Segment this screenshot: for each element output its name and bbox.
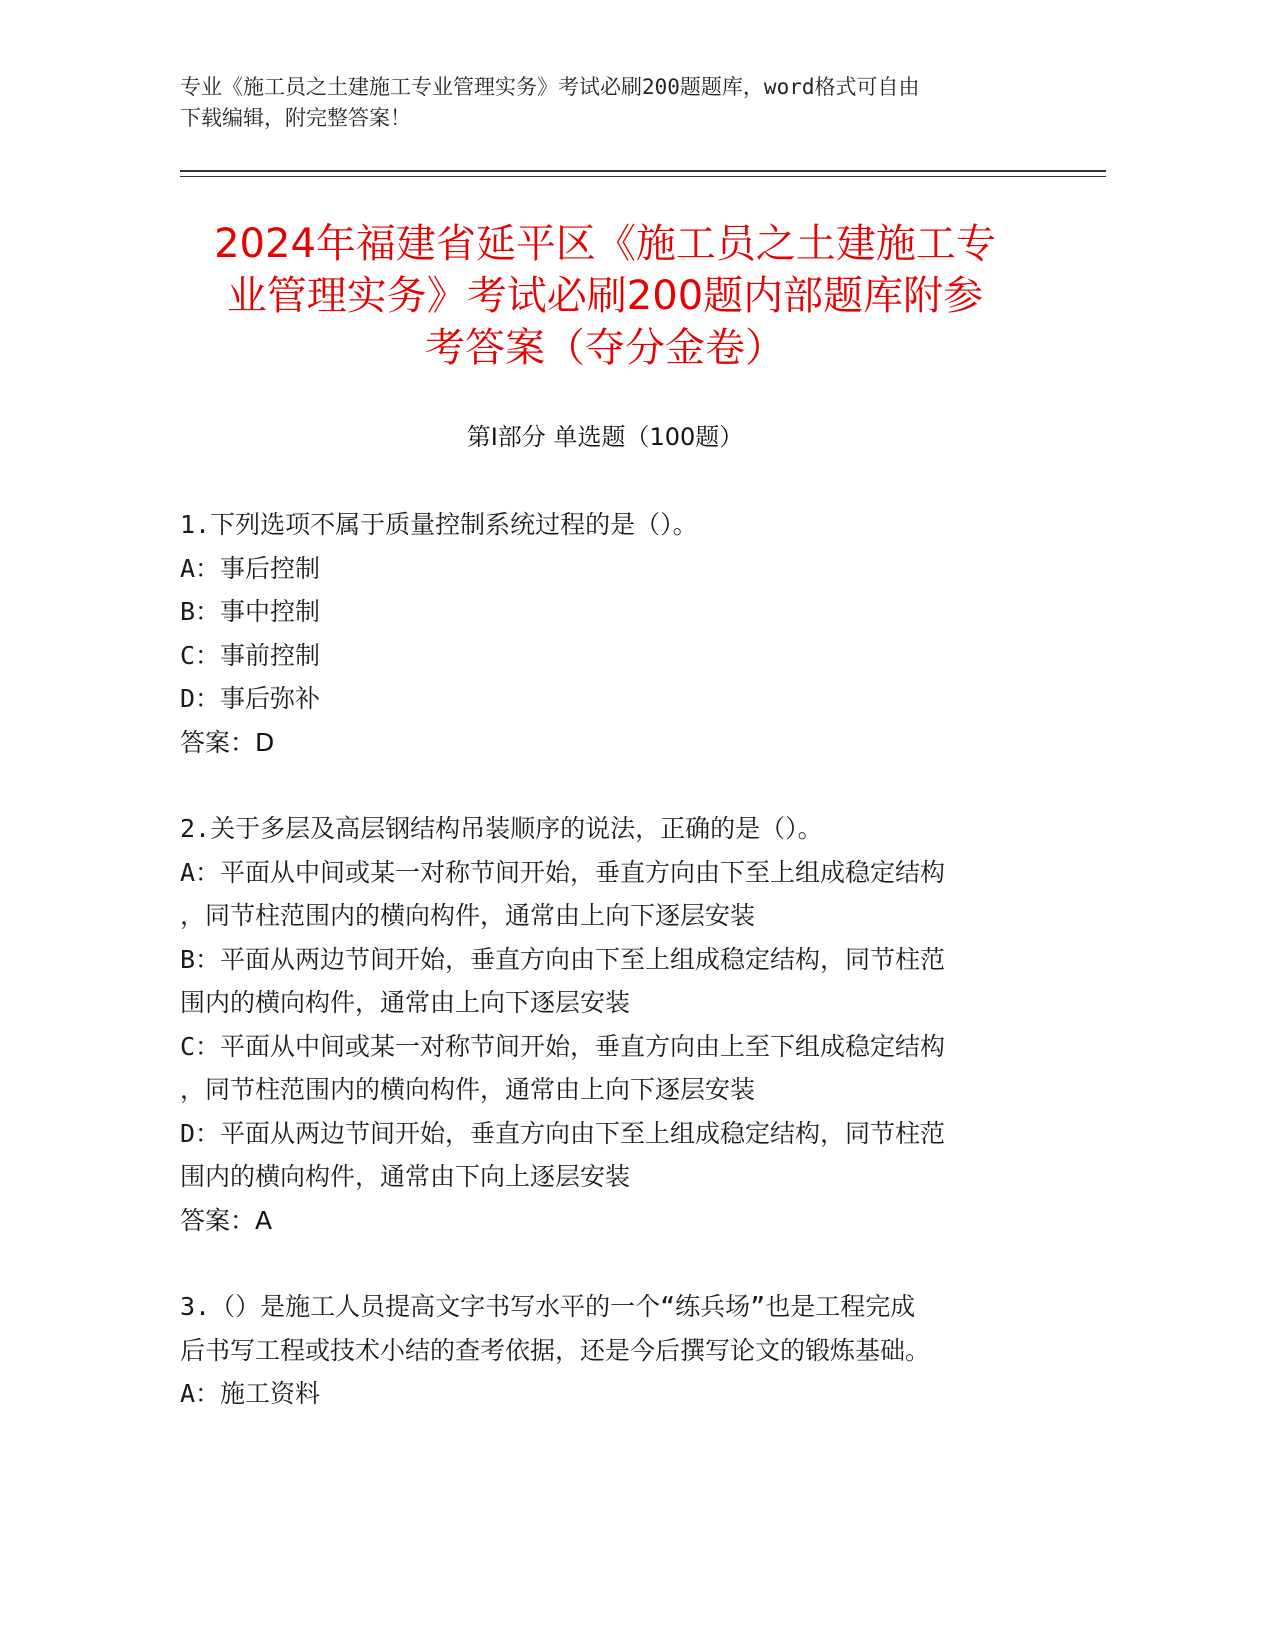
header-note-line: 专业《施工员之土建施工专业管理实务》考试必刷200题题库，word格式可自由: [180, 75, 920, 99]
document-title-line: 考答案（夺分金卷）: [425, 325, 785, 371]
header-note-line: 下载编辑，附完整答案！: [180, 106, 411, 130]
document-title: [170, 218, 1040, 374]
option-a: A：施工资料: [180, 1379, 321, 1408]
question-stem: 3.（）是施工人员提高文字书写水平的一个“练兵场”也是工程完成: [180, 1292, 916, 1321]
answer-label: 答案：D: [180, 727, 275, 757]
header-divider-thick: [180, 170, 1106, 172]
option-d: D：事后弥补: [180, 684, 321, 713]
question-item: [180, 807, 1040, 1242]
option-b: B：平面从两边节间开始，垂直方向由下至上组成稳定结构，同节柱范: [180, 944, 946, 974]
question-item: [180, 503, 1040, 764]
option-a: A：平面从中间或某一对称节间开始，垂直方向由下至上组成稳定结构: [180, 857, 946, 887]
document-title-line: 业管理实务》考试必刷200题内部题库附参: [226, 273, 984, 319]
option-b: B：事中控制: [180, 597, 321, 626]
option-c: C：平面从中间或某一对称节间开始，垂直方向由上至下组成稳定结构: [180, 1031, 946, 1061]
question-stem: 1.下列选项不属于质量控制系统过程的是（）。: [180, 510, 698, 539]
question-item: [180, 1285, 1040, 1416]
header-divider-thin: [180, 176, 1106, 177]
question-stem: 2.关于多层及高层钢结构吊装顺序的说法，正确的是（）。: [180, 814, 823, 843]
document-title-line: 2024年福建省延平区《施工员之土建施工专: [214, 221, 996, 267]
option-d-continued: 围内的横向构件，通常由下向上逐层安装: [180, 1162, 631, 1191]
answer-label: 答案：A: [180, 1205, 273, 1235]
question-list: [180, 503, 1040, 1459]
option-c: C：事前控制: [180, 640, 321, 670]
option-b-continued: 围内的横向构件，通常由上向下逐层安装: [180, 988, 631, 1017]
option-a: A：事后控制: [180, 553, 321, 583]
question-stem-continued: 后书写工程或技术小结的查考依据，还是今后撰写论文的锻炼基础。: [180, 1335, 931, 1365]
section-title: 第Ⅰ部分 单选题（100题）: [466, 423, 744, 451]
option-d: D：平面从两边节间开始，垂直方向由下至上组成稳定结构，同节柱范: [180, 1118, 946, 1148]
option-c-continued: ，同节柱范围内的横向构件，通常由上向下逐层安装: [180, 1075, 756, 1104]
header-note: [180, 72, 1080, 134]
option-a-continued: ，同节柱范围内的横向构件，通常由上向下逐层安装: [180, 901, 756, 930]
